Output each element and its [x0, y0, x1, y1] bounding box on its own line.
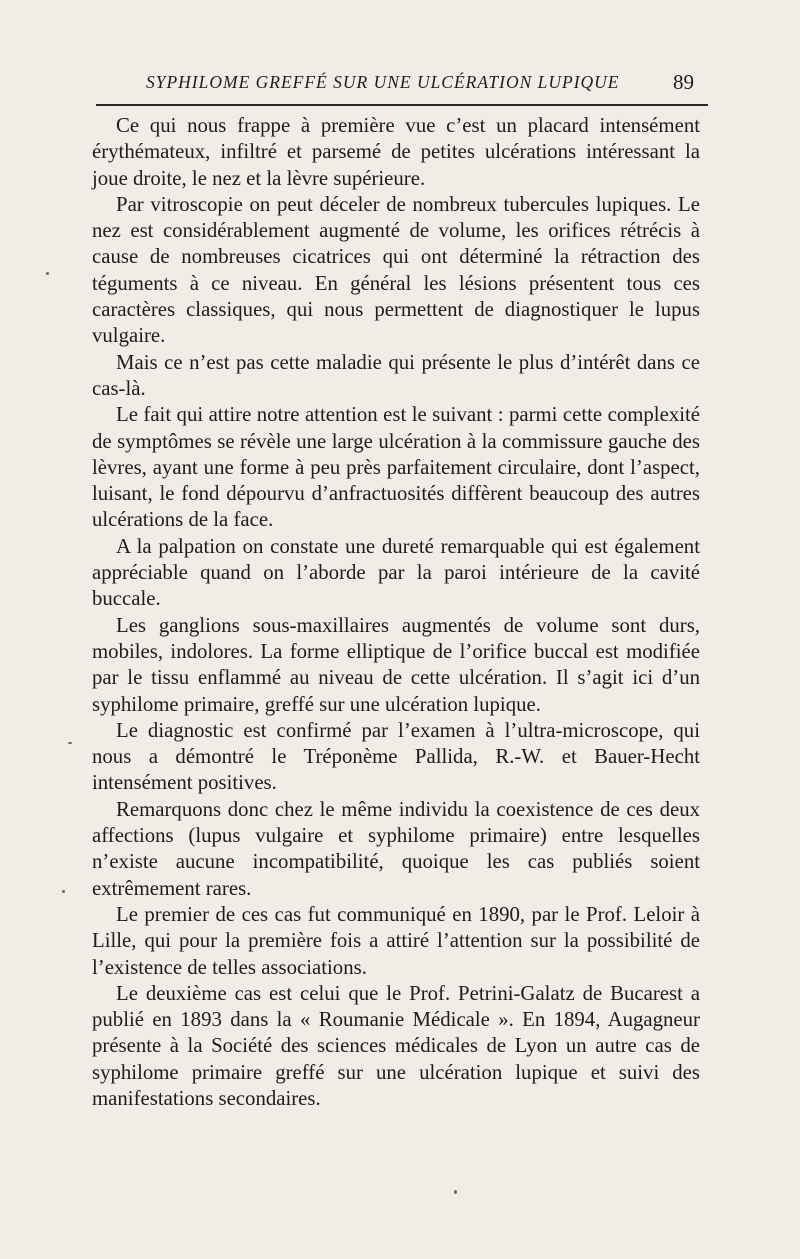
paragraph-3: Mais ce n’est pas cette maladie qui présente le plus d’intérêt dans ce cas-là.: [92, 350, 700, 400]
page-number: 89: [673, 70, 694, 94]
paragraph-8: Remarquons donc chez le même individu la coexistence de ces deux affections (lupus vulgaire et syphilome primaire) entre lesquelles n’existe aucune incompatibilité, quoique les cas publiés soient extrêmement rares.: [92, 797, 700, 900]
running-title: SYPHILOME GREFFÉ SUR UNE ULCÉRATION LUPIQUE: [146, 72, 620, 92]
body-text: [92, 113, 700, 1112]
running-header: [96, 70, 706, 100]
paper-speck: [454, 1190, 457, 1194]
paper-speck: [62, 890, 65, 893]
header-rule: [96, 104, 708, 106]
paragraph-2: Par vitroscopie on peut déceler de nombreux tubercules lupiques. Le nez est considérablement augmenté de volume, les orifices rétrécis à cause de nombreuses cicatrices qui ont déterminé la rétraction des téguments à ce niveau. En général les lésions présentent tous ces caractères classiques, qui nous permettent de diagnostiquer le lupus vulgaire.: [92, 192, 700, 348]
paragraph-6: Les ganglions sous-maxillaires augmentés de volume sont durs, mobiles, indolores. La forme elliptique de l’orifice buccal est modifiée par le tissu enflammé au niveau de cette ulcération. Il s’agit ici d’un syphilome primaire, greffé sur une ulcération lupique.: [92, 613, 700, 716]
paper-speck: [68, 742, 72, 744]
paragraph-1: Ce qui nous frappe à première vue c’est un placard intensément érythémateux, infiltré et parsemé de petites ulcérations intéressant la joue droite, le nez et la lèvre supérieure.: [92, 114, 700, 190]
paragraph-10: Le deuxième cas est celui que le Prof. Petrini-Galatz de Bucarest a publié en 1893 dans la « Roumanie Médicale ». En 1894, Augagneur présente à la Société des sciences médicales de Lyon un autre cas de syphilome primaire greffé sur une ulcération lupique et suivi des manifestations secondaires.: [92, 981, 700, 1110]
paragraph-9: Le premier de ces cas fut communiqué en 1890, par le Prof. Leloir à Lille, qui pour la première fois a attiré l’attention sur la possibilité de l’existence de telles associations.: [92, 902, 700, 979]
paragraph-7: Le diagnostic est confirmé par l’examen à l’ultra-microscope, qui nous a démontré le Tréponème Pallida, R.-W. et Bauer-Hecht intensément positives.: [92, 718, 700, 795]
paragraph-4: Le fait qui attire notre attention est le suivant : parmi cette complexité de symptômes se révèle une large ulcération à la commissure gauche des lèvres, ayant une forme à peu près parfaitement circulaire, dont l’aspect, luisant, le fond dépourvu d’anfractuosités diffèrent beaucoup des autres ulcérations de la face.: [92, 403, 700, 532]
paragraph-5: A la palpation on constate une dureté remarquable qui est également appréciable quand on l’aborde par la paroi intérieure de la cavité buccale.: [92, 534, 700, 611]
paper-speck: [46, 272, 49, 275]
